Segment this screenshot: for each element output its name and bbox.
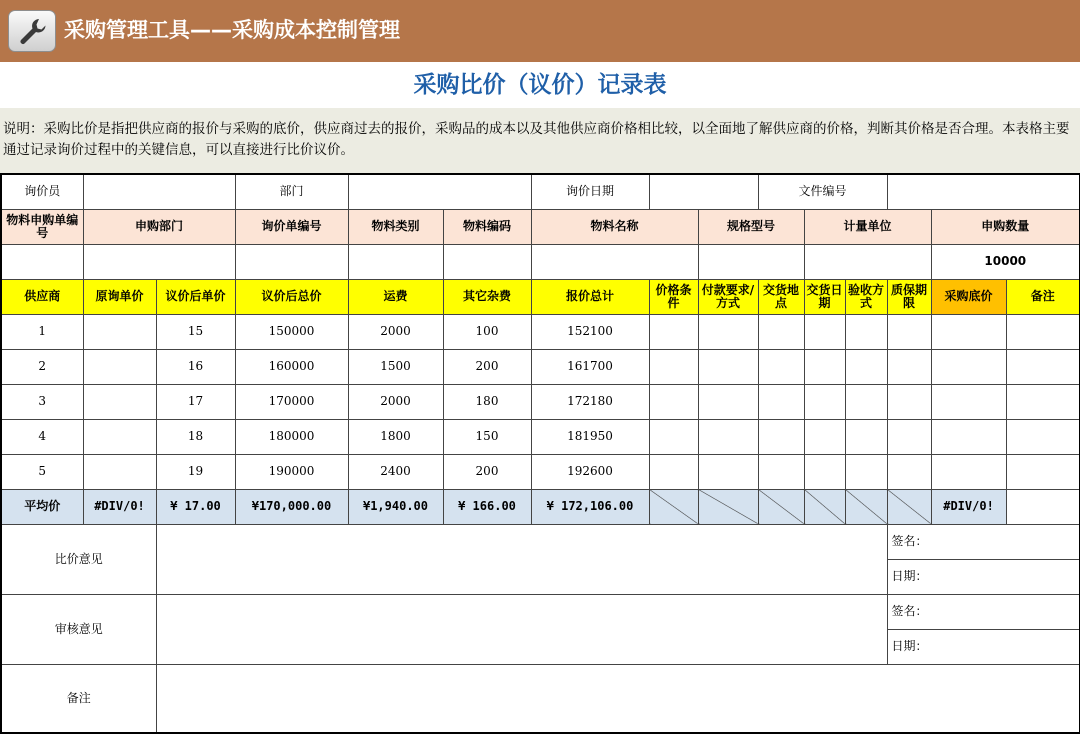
delivery-place-cell[interactable] <box>758 349 804 384</box>
total-price-cell[interactable]: 160000 <box>235 349 348 384</box>
freight-cell[interactable]: 1800 <box>348 419 443 454</box>
material-header-request-no: 物料申购单编号 <box>1 209 83 244</box>
total-price-cell[interactable]: 190000 <box>235 454 348 489</box>
supplier-header-acceptance: 验收方式 <box>845 279 887 314</box>
price-terms-cell[interactable] <box>649 349 698 384</box>
review-date-field[interactable]: 日期： <box>887 629 1080 664</box>
material-request-no-input[interactable] <box>1 244 83 279</box>
base-price-cell[interactable] <box>931 349 1006 384</box>
review-opinion-label: 审核意见 <box>1 594 156 664</box>
material-header-name: 物料名称 <box>531 209 698 244</box>
price-terms-cell[interactable] <box>649 419 698 454</box>
misc-cell[interactable]: 200 <box>443 454 531 489</box>
remark-cell[interactable] <box>1006 349 1080 384</box>
supplier-cell[interactable]: 2 <box>1 349 83 384</box>
material-header-spec: 规格型号 <box>698 209 804 244</box>
remark-cell[interactable] <box>1006 419 1080 454</box>
supplier-cell[interactable]: 5 <box>1 454 83 489</box>
total-price-cell[interactable]: 170000 <box>235 384 348 419</box>
material-dept-input[interactable] <box>83 244 235 279</box>
base-price-cell[interactable] <box>931 454 1006 489</box>
orig-price-cell[interactable] <box>83 349 156 384</box>
supplier-header-price-terms: 价格条件 <box>649 279 698 314</box>
quote-total-cell[interactable]: 152100 <box>531 314 649 349</box>
compare-date-field[interactable]: 日期： <box>887 559 1080 594</box>
price-terms-cell[interactable] <box>649 384 698 419</box>
freight-cell[interactable]: 2000 <box>348 384 443 419</box>
delivery-date-cell[interactable] <box>804 314 845 349</box>
misc-cell[interactable]: 180 <box>443 384 531 419</box>
base-price-cell[interactable] <box>931 314 1006 349</box>
file-no-label: 文件编号 <box>758 174 887 209</box>
payment-cell[interactable] <box>698 454 758 489</box>
form-title: 采购比价（议价）记录表 <box>413 72 667 98</box>
compare-opinion-label: 比价意见 <box>1 524 156 594</box>
table-row <box>1 384 1080 419</box>
diagonal-cell <box>845 489 887 524</box>
warranty-cell[interactable] <box>887 349 931 384</box>
diagonal-cell <box>649 489 698 524</box>
total-price-cell[interactable]: 180000 <box>235 419 348 454</box>
acceptance-cell[interactable] <box>845 454 887 489</box>
material-header-category: 物料类别 <box>348 209 443 244</box>
delivery-place-cell[interactable] <box>758 419 804 454</box>
material-unit-input[interactable] <box>804 244 931 279</box>
supplier-header-quote-total: 报价总计 <box>531 279 649 314</box>
price-terms-cell[interactable] <box>649 314 698 349</box>
description-text: 说明：采购比价是指把供应商的报价与采购的底价，供应商过去的报价，采购品的成本以及其他供应商价格相比较，以全面地了解供应商的价格，判断其价格是否合理。本表格主要通过记录询价过程中的关键信息，可以直接进行比价议价。 <box>0 108 1080 173</box>
orig-price-cell[interactable] <box>83 384 156 419</box>
delivery-date-cell[interactable] <box>804 454 845 489</box>
review-sign-field[interactable]: 签名： <box>887 594 1080 629</box>
total-price-cell[interactable]: 150000 <box>235 314 348 349</box>
supplier-header-remark: 备注 <box>1006 279 1080 314</box>
average-label: 平均价 <box>1 489 83 524</box>
review-opinion-input[interactable] <box>156 594 887 664</box>
supplier-header-orig-price: 原询单价 <box>83 279 156 314</box>
freight-cell[interactable]: 1500 <box>348 349 443 384</box>
diagonal-cell <box>698 489 758 524</box>
material-header-dept: 申购部门 <box>83 209 235 244</box>
compare-opinion-input[interactable] <box>156 524 887 594</box>
supplier-header-unit-price: 议价后单价 <box>156 279 235 314</box>
average-remark[interactable] <box>1006 489 1080 524</box>
inquirer-label: 询价员 <box>1 174 83 209</box>
orig-price-cell[interactable] <box>83 419 156 454</box>
orig-price-cell[interactable] <box>83 454 156 489</box>
payment-cell[interactable] <box>698 419 758 454</box>
remark-cell[interactable] <box>1006 314 1080 349</box>
material-spec-input[interactable] <box>698 244 804 279</box>
diagonal-cell <box>758 489 804 524</box>
delivery-place-cell[interactable] <box>758 384 804 419</box>
delivery-date-cell[interactable] <box>804 419 845 454</box>
base-price-cell[interactable] <box>931 419 1006 454</box>
warranty-cell[interactable] <box>887 454 931 489</box>
supplier-cell[interactable]: 4 <box>1 419 83 454</box>
supplier-header-misc: 其它杂费 <box>443 279 531 314</box>
material-quantity-input[interactable]: 10000 <box>931 244 1080 279</box>
material-header-quantity: 申购数量 <box>931 209 1080 244</box>
quote-total-cell[interactable]: 192600 <box>531 454 649 489</box>
price-terms-cell[interactable] <box>649 454 698 489</box>
material-category-input[interactable] <box>348 244 443 279</box>
unit-price-cell[interactable]: 19 <box>156 454 235 489</box>
unit-price-cell[interactable]: 15 <box>156 314 235 349</box>
payment-cell[interactable] <box>698 349 758 384</box>
delivery-place-cell[interactable] <box>758 454 804 489</box>
remark-input[interactable] <box>156 664 1080 733</box>
average-freight: ¥1,940.00 <box>348 489 443 524</box>
base-price-cell[interactable] <box>931 384 1006 419</box>
supplier-header-payment: 付款要求/方式 <box>698 279 758 314</box>
inquiry-date-label: 询价日期 <box>531 174 649 209</box>
supplier-header-delivery-place: 交货地点 <box>758 279 804 314</box>
diagonal-cell <box>804 489 845 524</box>
inquiry-date-input[interactable] <box>649 174 758 209</box>
unit-price-cell[interactable]: 17 <box>156 384 235 419</box>
material-header-inquiry-no: 询价单编号 <box>235 209 348 244</box>
delivery-date-cell[interactable] <box>804 384 845 419</box>
acceptance-cell[interactable] <box>845 384 887 419</box>
remark-label: 备注 <box>1 664 156 733</box>
average-total-price: ¥170,000.00 <box>235 489 348 524</box>
inquirer-input[interactable] <box>83 174 235 209</box>
quote-total-cell[interactable]: 161700 <box>531 349 649 384</box>
material-code-input[interactable] <box>443 244 531 279</box>
supplier-header-base-price: 采购底价 <box>931 279 1006 314</box>
warranty-cell[interactable] <box>887 384 931 419</box>
table-row <box>1 419 1080 454</box>
supplier-header-delivery-date: 交货日期 <box>804 279 845 314</box>
table-row <box>1 349 1080 384</box>
supplier-header-freight: 运费 <box>348 279 443 314</box>
average-unit-price: ¥ 17.00 <box>156 489 235 524</box>
file-no-input[interactable] <box>887 174 1080 209</box>
freight-cell[interactable]: 2400 <box>348 454 443 489</box>
unit-price-cell[interactable]: 16 <box>156 349 235 384</box>
app-header <box>0 0 1080 62</box>
acceptance-cell[interactable] <box>845 314 887 349</box>
warranty-cell[interactable] <box>887 314 931 349</box>
quote-total-cell[interactable]: 181950 <box>531 419 649 454</box>
table-row <box>1 454 1080 489</box>
dept-input[interactable] <box>348 174 531 209</box>
material-header-code: 物料编码 <box>443 209 531 244</box>
supplier-cell[interactable]: 1 <box>1 314 83 349</box>
remark-cell[interactable] <box>1006 454 1080 489</box>
material-name-input[interactable] <box>531 244 698 279</box>
warranty-cell[interactable] <box>887 419 931 454</box>
dept-label: 部门 <box>235 174 348 209</box>
supplier-header-supplier: 供应商 <box>1 279 83 314</box>
payment-cell[interactable] <box>698 314 758 349</box>
average-orig-price: #DIV/0! <box>83 489 156 524</box>
misc-cell[interactable]: 200 <box>443 349 531 384</box>
material-inquiry-no-input[interactable] <box>235 244 348 279</box>
compare-sign-field[interactable]: 签名： <box>887 524 1080 559</box>
table-row <box>1 314 1080 349</box>
freight-cell[interactable]: 2000 <box>348 314 443 349</box>
acceptance-cell[interactable] <box>845 419 887 454</box>
average-misc: ¥ 166.00 <box>443 489 531 524</box>
misc-cell[interactable]: 150 <box>443 419 531 454</box>
average-row <box>1 489 1080 524</box>
misc-cell[interactable]: 100 <box>443 314 531 349</box>
orig-price-cell[interactable] <box>83 314 156 349</box>
comparison-table <box>0 173 1080 734</box>
diagonal-cell <box>887 489 931 524</box>
delivery-place-cell[interactable] <box>758 314 804 349</box>
supplier-header-total-price: 议价后总价 <box>235 279 348 314</box>
supplier-cell[interactable]: 3 <box>1 384 83 419</box>
material-header-unit: 计量单位 <box>804 209 931 244</box>
remark-cell[interactable] <box>1006 384 1080 419</box>
payment-cell[interactable] <box>698 384 758 419</box>
supplier-header-warranty: 质保期限 <box>887 279 931 314</box>
average-quote-total: ¥ 172,106.00 <box>531 489 649 524</box>
acceptance-cell[interactable] <box>845 349 887 384</box>
delivery-date-cell[interactable] <box>804 349 845 384</box>
unit-price-cell[interactable]: 18 <box>156 419 235 454</box>
average-base-price: #DIV/0! <box>931 489 1006 524</box>
quote-total-cell[interactable]: 172180 <box>531 384 649 419</box>
wrench-icon <box>8 10 56 52</box>
app-title: 采购管理工具——采购成本控制管理 <box>64 18 400 42</box>
